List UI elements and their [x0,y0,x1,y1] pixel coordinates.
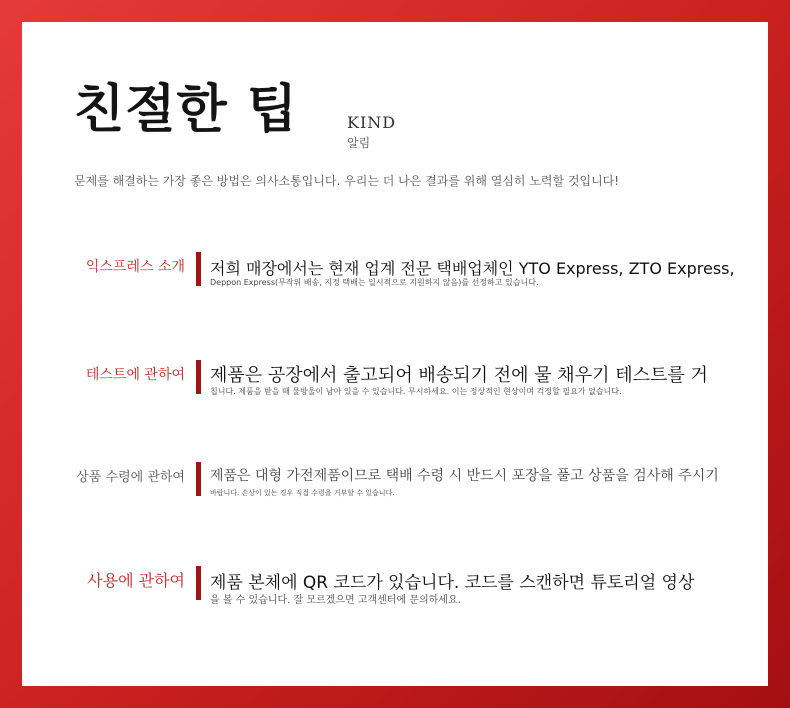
accent-bar [196,360,201,394]
accent-bar [196,252,201,286]
section-main-text: 제품 본체에 QR 코드가 있습니다. 코드를 스캔하면 튜토리얼 영상 [210,573,695,593]
section-main-text: 제품은 대형 가전제품이므로 택배 수령 시 반드시 포장을 풀고 상품을 검사해 주시기 [210,468,719,484]
accent-bar [196,462,201,496]
section-label: 익스프레스 소개 [85,259,185,275]
section-main-text: 저희 매장에서는 현재 업계 전문 택배업체인 YTO Express, ZTO Express, [210,259,735,278]
kind-sublabel: 알림 [347,136,371,150]
kind-label: KIND [347,113,397,132]
section-sub-text: 바랍니다. 손상이 있는 경우 직접 수령을 거부할 수 있습니다. [210,489,395,497]
section-main-text: 제품은 공장에서 출고되어 배송되기 전에 물 채우기 테스트를 거 [210,365,708,386]
tips-card [22,22,768,686]
section-label: 테스트에 관하여 [85,367,185,383]
section-sub-text: 칩니다. 제품을 받을 때 물방울이 남아 있을 수 있습니다. 무시하세요. 이는 정상적인 현상이며 걱정할 필요가 없습니다. [210,387,622,396]
page-title: 친절한 팁 [74,80,299,140]
accent-bar [196,566,201,600]
section-label: 사용에 관하여 [87,571,185,590]
section-sub-text: 을 볼 수 있습니다. 잘 모르겠으면 고객센터에 문의하세요. [210,595,461,606]
intro-text: 문제를 해결하는 가장 좋은 방법은 의사소통입니다. 우리는 더 나은 결과를 위해 열심히 노력할 것입니다! [74,174,620,188]
section-label: 상품 수령에 관하여 [76,470,185,485]
section-sub-text: Deppon Express(무작위 배송, 지정 택배는 일시적으로 지원하지 않음)를 선정하고 있습니다. [210,278,539,287]
